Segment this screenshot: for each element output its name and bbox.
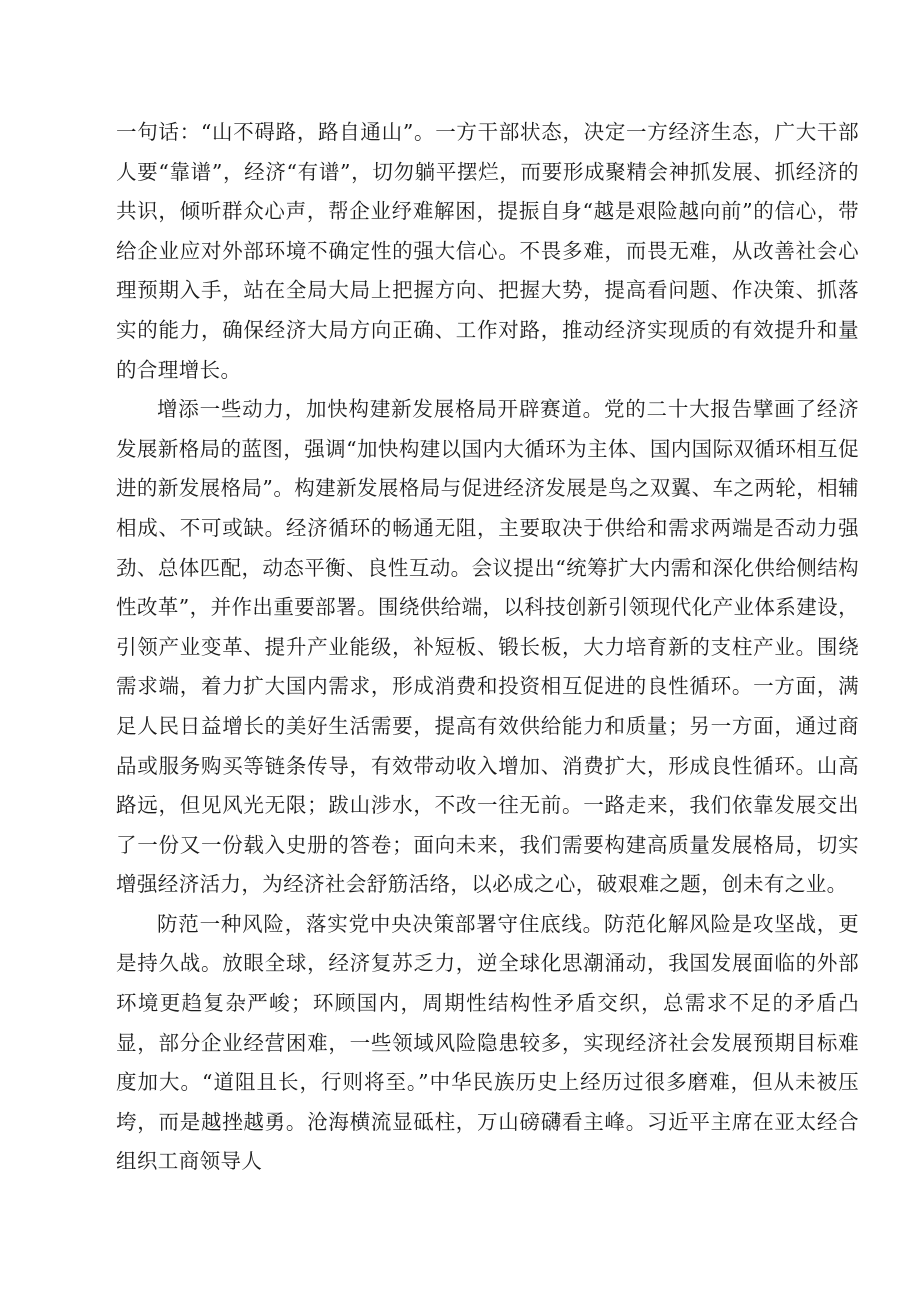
paragraph-new-development-pattern: 增添一些动力，加快构建新发展格局开辟赛道。党的二十大报告擘画了经济发展新格局的蓝图，强调“加快构建以国内大循环为主体、国内国际双循环相互促进的新发展格局”。构建新发展格局与促进经济发展是鸟之双翼、车之两轮，相辅相成、不可或缺。经济循环的畅通无阻，主要取决于供给和需求两端是否动力强劲、总体匹配，动态平衡、良性互动。会议提出“统筹扩大内需和深化供给侧结构性改革”，并作出重要部署。围绕供给端，以科技创新引领现代化产业体系建设，引领产业变革、提升产业能级，补短板、锻长板，大力培育新的支柱产业。围绕需求端，着力扩大国内需求，形成消费和投资相互促进的良性循环。一方面，满足人民日益增长的美好生活需要，提高有效供给能力和质量；另一方面，通过商品或服务购买等链条传导，有效带动收入增加、消费扩大，形成良性循环。山高路远，但见风光无限；跋山涉水，不改一往无前。一路走来，我们依靠发展交出了一份又一份载入史册的答卷；面向未来，我们需要构建高质量发展格局，切实增强经济活力，为经济社会舒筋活络，以必成之心，破艰难之题，创未有之业。 — [116, 397, 859, 897]
document-body — [116, 113, 859, 1182]
paragraph-continuation: 一句话：“山不碍路，路自通山”。一方干部状态，决定一方经济生态，广大干部人要“靠谱”，经济“有谱”，切勿躺平摆烂，而要形成聚精会神抓发展、抓经济的共识，倾听群众心声，帮企业纾难解困，提振自身“越是艰险越向前”的信心，带给企业应对外部环境不确定性的强大信心。不畏多难，而畏无难，从改善社会心理预期入手，站在全局大局上把握方向、把握大势，提高看问题、作决策、抓落实的能力，确保经济大局方向正确、工作对路，推动经济实现质的有效提升和量的合理增长。 — [116, 120, 859, 382]
paragraph-risk-prevention: 防范一种风险，落实党中央决策部署守住底线。防范化解风险是攻坚战，更是持久战。放眼全球，经济复苏乏力，逆全球化思潮涌动，我国发展面临的外部环境更趋复杂严峻；环顾国内，周期性结构性矛盾交织，总需求不足的矛盾凸显，部分企业经营困难，一些领域风险隐患较多，实现经济社会发展预期目标难度加大。“道阻且长，行则将至。”中华民族历史上经历过很多磨难，但从未被压垮，而是越挫越勇。沧海横流显砥柱，万山磅礴看主峰。习近平主席在亚太经合组织工商领导人 — [116, 911, 859, 1174]
